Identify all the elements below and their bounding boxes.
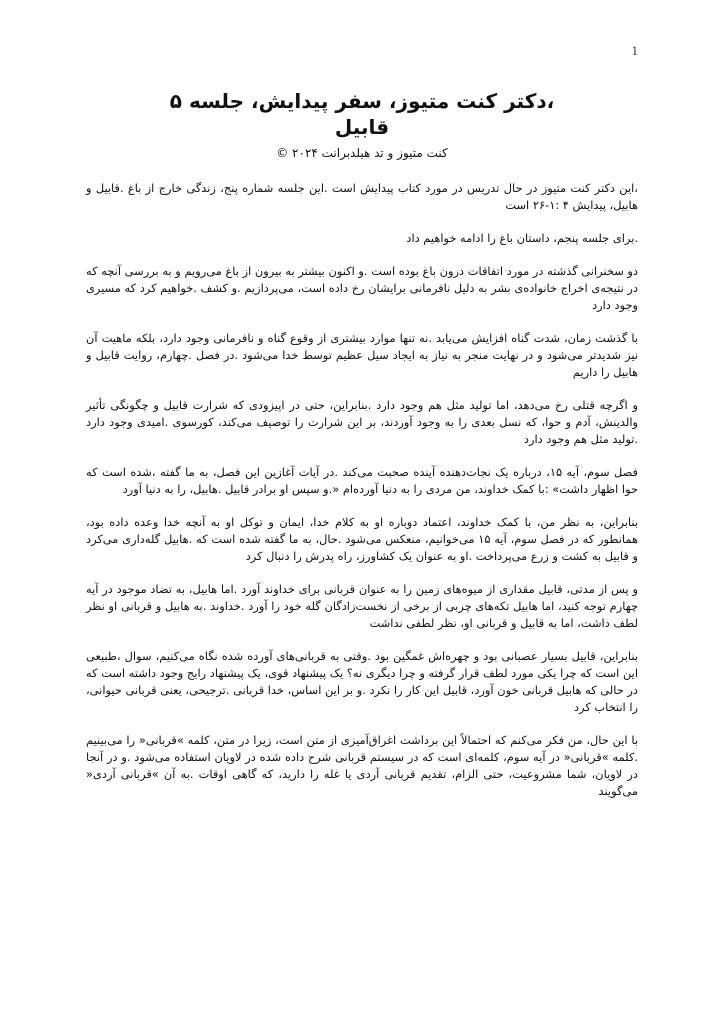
copyright-line: کنت متیوز و تد هیلدبرانت ۲۰۲۴ © [276, 146, 448, 160]
paragraph-5: و اگرچه قتلی رخ می‌دهد، اما تولید مثل هم وجود دارد .بنابراین، حتی در اپیزودی که شرارت قابیل و چگونگی تأثیر والدینش، آدم و حوا، که نسل بعدی را به وجود آوردند، بر این شرارت را توصیف می‌کند، کورسوی .امیدی وجود دارد .تولید مثل هم وجود دارد [86, 398, 638, 446]
page-number: 1 [631, 43, 638, 58]
paragraph-1: ،این دکتر کنت متیوز در حال تدریس در مورد کتاب پیدایش است .این جلسه شماره پنج، زندگی خارج از باغ .قابیل و هابیل، پیدایش ۴ :۱-۲۶ است [86, 181, 638, 212]
document-body [86, 180, 638, 816]
paragraph-6: فصل سوم، آیه ۱۵، درباره یک نجات‌دهنده آینده صحبت می‌کند .در آیات آغازین این فصل، به ما گفته ،شده است که حوا اظهار داشت» :با کمک خداوند، من مردی را به دنیا آورده‌ام «.و سپس او برادر قابیل .هابیل، را به دنیا آورد [86, 465, 638, 496]
paragraph-2: .برای جلسه پنجم، داستان باغ را ادامه خواهیم داد [406, 231, 638, 245]
document-title-subject: قابیل [334, 115, 390, 139]
paragraph-8: و پس از مدتی، قابیل مقداری از میوه‌های زمین را به عنوان قربانی برای خداوند آورد .اما هابیل، به تضاد موجود در آیه چهارم توجه کنید، اما هابیل تکه‌های چربی از برخی از نخست‌زادگان گله خود را آورد .خداوند .به هابیل و قربانی او نظر لطف داشت، اما به قابیل و قربانی او، نظر لطفی نداشت [86, 582, 638, 630]
document-title: ،دکتر کنت متیوز، سفر پیدایش، جلسه ۵ [169, 89, 555, 113]
document-header [86, 88, 638, 162]
paragraph-3: دو سخنرانی گذشته در مورد اتفاقات درون باغ بوده است .و اکنون بیشتر به بیرون از باغ می‌رویم و به بررسی آنچه که در نتیجه‌ی اخراج خانواده‌ی بشر به دلیل نافرمانی برایشان رخ داده است، می‌پردازیم .و کشف .خواهیم کرد که مسیری وجود دارد [86, 264, 638, 312]
paragraph-4: با گذشت زمان، شدت گناه افزایش می‌یابد .نه تنها موارد بیشتری از وقوع گناه و نافرمانی وجود دارد، بلکه ماهیت آن نیز شدیدتر می‌شود و در نهایت منجر به نیاز به ایجاد سیل عظیم توسط خدا می‌شود .در فصل .چهارم، روایت قابیل و هابیل را داریم [86, 331, 638, 379]
paragraph-9: بنابراین، قابیل بسیار عصبانی بود و چهره‌اش غمگین بود .وقتی به قربانی‌های آورده شده نگاه می‌کنیم، سوال ،طبیعی این است که چرا یکی مورد لطف قرار گرفته و چرا دیگری نه؟ یک پیشنهاد قوی، یک پیشنهاد رایج وجود داشته است که در حالی که هابیل قربانی خون آورد، قابیل این کار را نکرد .و بر این اساس، خدا قربانی .ترجیحی، یعنی قربانی حیوانی، را انتخاب کرد [86, 649, 638, 714]
paragraph-7: بنابراین، به نظر من، با کمک خداوند، اعتماد دوباره او به کلام خدا، ایمان و توکل او به آنچه خدا وعده داده بود، همانطور که در فصل سوم، آیه ۱۵ می‌خوانیم، منعکس می‌شود .حال، به ما گفته شده است که .هابیل گله‌داری می‌کرد و قابیل به کشت و زرع می‌پرداخت .او به عنوان یک کشاورز، راه پدرش را دنبال کرد [86, 515, 638, 563]
paragraph-10: با این حال، من فکر می‌کنم که احتمالاً این برداشت اغراق‌آمیزی از متن است، زیرا در متن، کلمه »قربانی« را می‌بینیم .کلمه »قربانی« در آیه سوم، کلمه‌ای است که در سیستم قربانی شرح داده شده در لاویان استفاده می‌شود .و در آنجا در لاویان، شما مشروعیت، حتی الزام، تقدیم قربانی آردی یا غله را دارید، که گاهی اوقات .به آن »قربانی آردی« می‌گویند [86, 733, 638, 798]
